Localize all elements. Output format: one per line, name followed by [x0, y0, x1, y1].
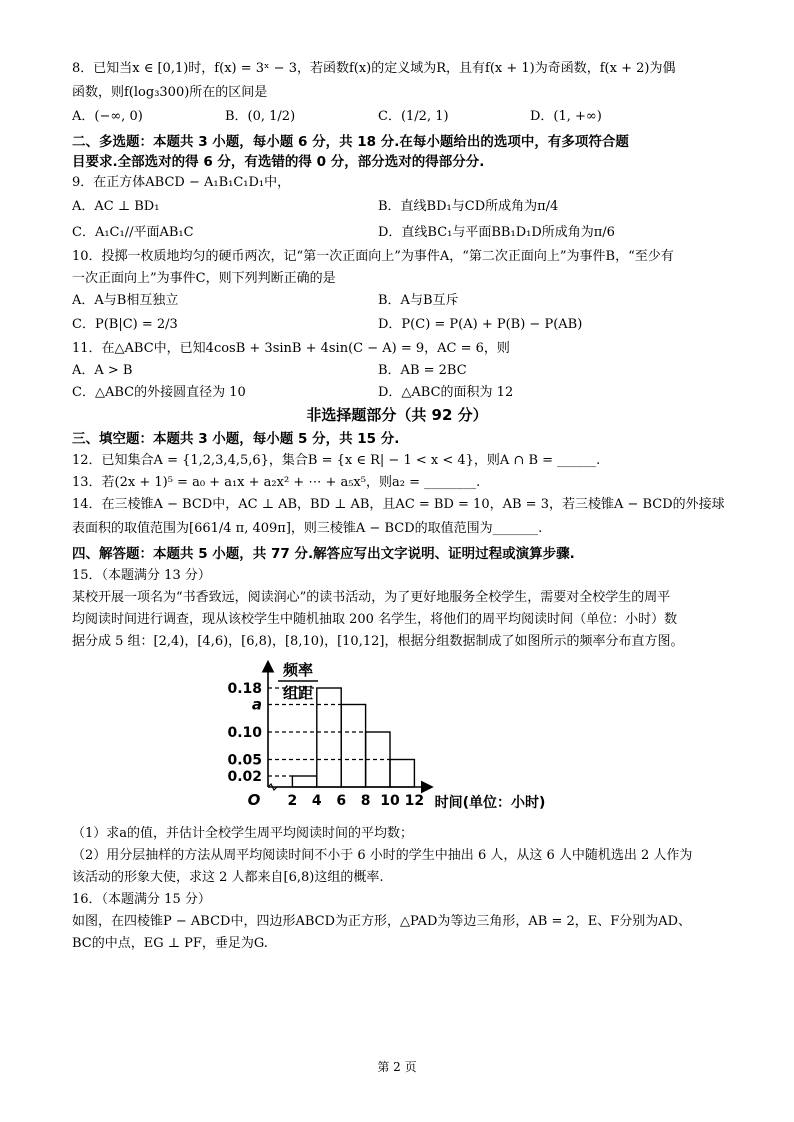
q15-line3: 据分成 5 组：[2,4)，[4,6)，[6,8)，[8,10)，[10,12]，根据分组数据制成了如图所示的频率分布直方图。 [72, 634, 684, 649]
bar [341, 705, 365, 788]
q10-option-a: A．A与B相互独立 [72, 293, 179, 308]
q12: 12．已知集合A = {1,2,3,4,5,6}，集合B = {x ∈ R| − 1 < x < 4}，则A ∩ B = ______. [72, 453, 601, 468]
origin-label: O [247, 791, 261, 809]
y-tick-label: 0.10 [227, 725, 262, 741]
q14-line1: 14．在三棱锥A − BCD中，AC ⊥ AB，BD ⊥ AB，且AC = BD = 10，AB = 3，若三棱锥A − BCD的外接球 [72, 497, 725, 512]
q11-stem: 11．在△ABC中，已知4cosB + 3sinB + 4sin(C − A) = 9，AC = 6，则 [72, 341, 510, 356]
x-tick-label: 10 [380, 793, 400, 809]
x-tick-label: 6 [336, 793, 347, 809]
x-tick-label: 12 [404, 793, 425, 809]
frequency-histogram [200, 655, 580, 823]
q10-line1: 10．投掷一枚质地均匀的硬币两次，记“第一次正面向上”为事件A，“第二次正面向上”为事件B，“至少有 [72, 249, 674, 264]
q11-option-a: A．A > B [72, 363, 133, 378]
q10-option-d: D．P(C) = P(A) + P(B) − P(AB) [378, 317, 583, 332]
x-tick-label: 8 [360, 793, 371, 809]
q9-option-b: B．直线BD₁与CD所成角为π/4 [378, 199, 559, 214]
q15-line2: 均阅读时间进行调查，现从该校学生中随机抽取 200 名学生，将他们的周平均阅读时间（单位：小时）数 [72, 612, 678, 627]
q8-option-d: D．(1, +∞) [530, 109, 602, 124]
y-tick-label: a [251, 695, 262, 714]
q15-header: 15．（本题满分 13 分） [72, 568, 211, 583]
part2-title: 非选择题部分（共 92 分） [306, 406, 488, 424]
q16-line1: 如图，在四棱锥P − ABCD中，四边形ABCD为正方形，△PAD为等边三角形，AB = 2，E、F分别为AD、 [72, 914, 692, 929]
bar [390, 760, 414, 788]
bar [292, 776, 316, 787]
q9-option-d: D．直线BC₁与平面BB₁D₁D所成角为π/6 [378, 225, 615, 240]
q14-line2: 表面积的取值范围为[661/4 π, 409π]，则三棱锥A − BCD的取值范围为_______. [72, 521, 543, 536]
q15-sub2b: 该活动的形象大使，求这 2 人都来自[6,8)这组的概率. [72, 870, 384, 885]
q9-option-c: C．A₁C₁//平面AB₁C [72, 225, 194, 240]
q8-option-b: B．(0, 1/2) [225, 109, 296, 124]
bar [317, 688, 341, 787]
q10-option-b: B．A与B互斥 [378, 293, 459, 308]
x-axis-label: 时间(单位：小时) [434, 795, 546, 811]
q8-line2: 函数，则f(log₃300)所在的区间是 [72, 85, 268, 100]
page-footer: 第 2 页 [377, 1060, 417, 1074]
q11-option-b: B．AB = 2BC [378, 363, 467, 378]
q8-option-c: C．(1/2, 1) [378, 109, 449, 124]
y-axis-label-top: 频率 [282, 661, 314, 679]
q10-option-c: C．P(B|C) = 2/3 [72, 317, 178, 332]
q11-option-d: D．△ABC的面积为 12 [378, 385, 514, 400]
x-tick-label: 2 [287, 793, 298, 809]
q11-option-c: C．△ABC的外接圆直径为 10 [72, 385, 246, 400]
q16-line2: BC的中点，EG ⊥ PF，垂足为G. [72, 936, 268, 951]
q10-line2: 一次正面向上”为事件C，则下列判断正确的是 [72, 271, 336, 286]
y-axis-label-bottom: 组距 [282, 684, 314, 702]
q13: 13．若(2x + 1)⁵ = a₀ + a₁x + a₂x² + ⋯ + a₅x⁵，则a₂ = ________. [72, 475, 481, 490]
section2-line1: 二、多选题：本题共 3 小题，每小题 6 分，共 18 分.在每小题给出的选项中，有多项符合题 [72, 134, 629, 150]
q9-stem: 9．在正方体ABCD − A₁B₁C₁D₁中， [72, 175, 291, 190]
q15-line1: 某校开展一项名为“书香致远，阅读润心”的读书活动，为了更好地服务全校学生，需要对全校学生的周平 [72, 590, 671, 605]
q8-line1: 8．已知当x ∈ [0,1)时，f(x) = 3ˣ − 3，若函数f(x)的定义域为R，且有f(x + 1)为奇函数，f(x + 2)为偶 [72, 61, 676, 76]
q8-option-a: A．(−∞, 0) [72, 109, 143, 124]
section2-line2: 目要求.全部选对的得 6 分，有选错的得 0 分，部分选对的得部分分. [72, 154, 485, 170]
y-tick-label: 0.02 [227, 769, 262, 785]
q9-option-a: A．AC ⊥ BD₁ [72, 199, 160, 214]
y-tick-label: 0.18 [227, 681, 262, 697]
x-tick-label: 4 [311, 793, 322, 809]
q16-header: 16．（本题满分 15 分） [72, 892, 211, 907]
q15-sub2a: （2）用分层抽样的方法从周平均阅读时间不小于 6 小时的学生中抽出 6 人，从这 6 人中随机选出 2 人作为 [72, 848, 693, 863]
section3-title: 三、填空题：本题共 3 小题，每小题 5 分，共 15 分. [72, 431, 400, 447]
y-tick-label: 0.05 [227, 752, 262, 769]
q15-sub1: （1）求a的值，并估计全校学生周平均阅读时间的平均数； [72, 826, 414, 841]
section4-title: 四、解答题：本题共 5 小题，共 77 分.解答应写出文字说明、证明过程或演算步骤. [72, 546, 575, 562]
